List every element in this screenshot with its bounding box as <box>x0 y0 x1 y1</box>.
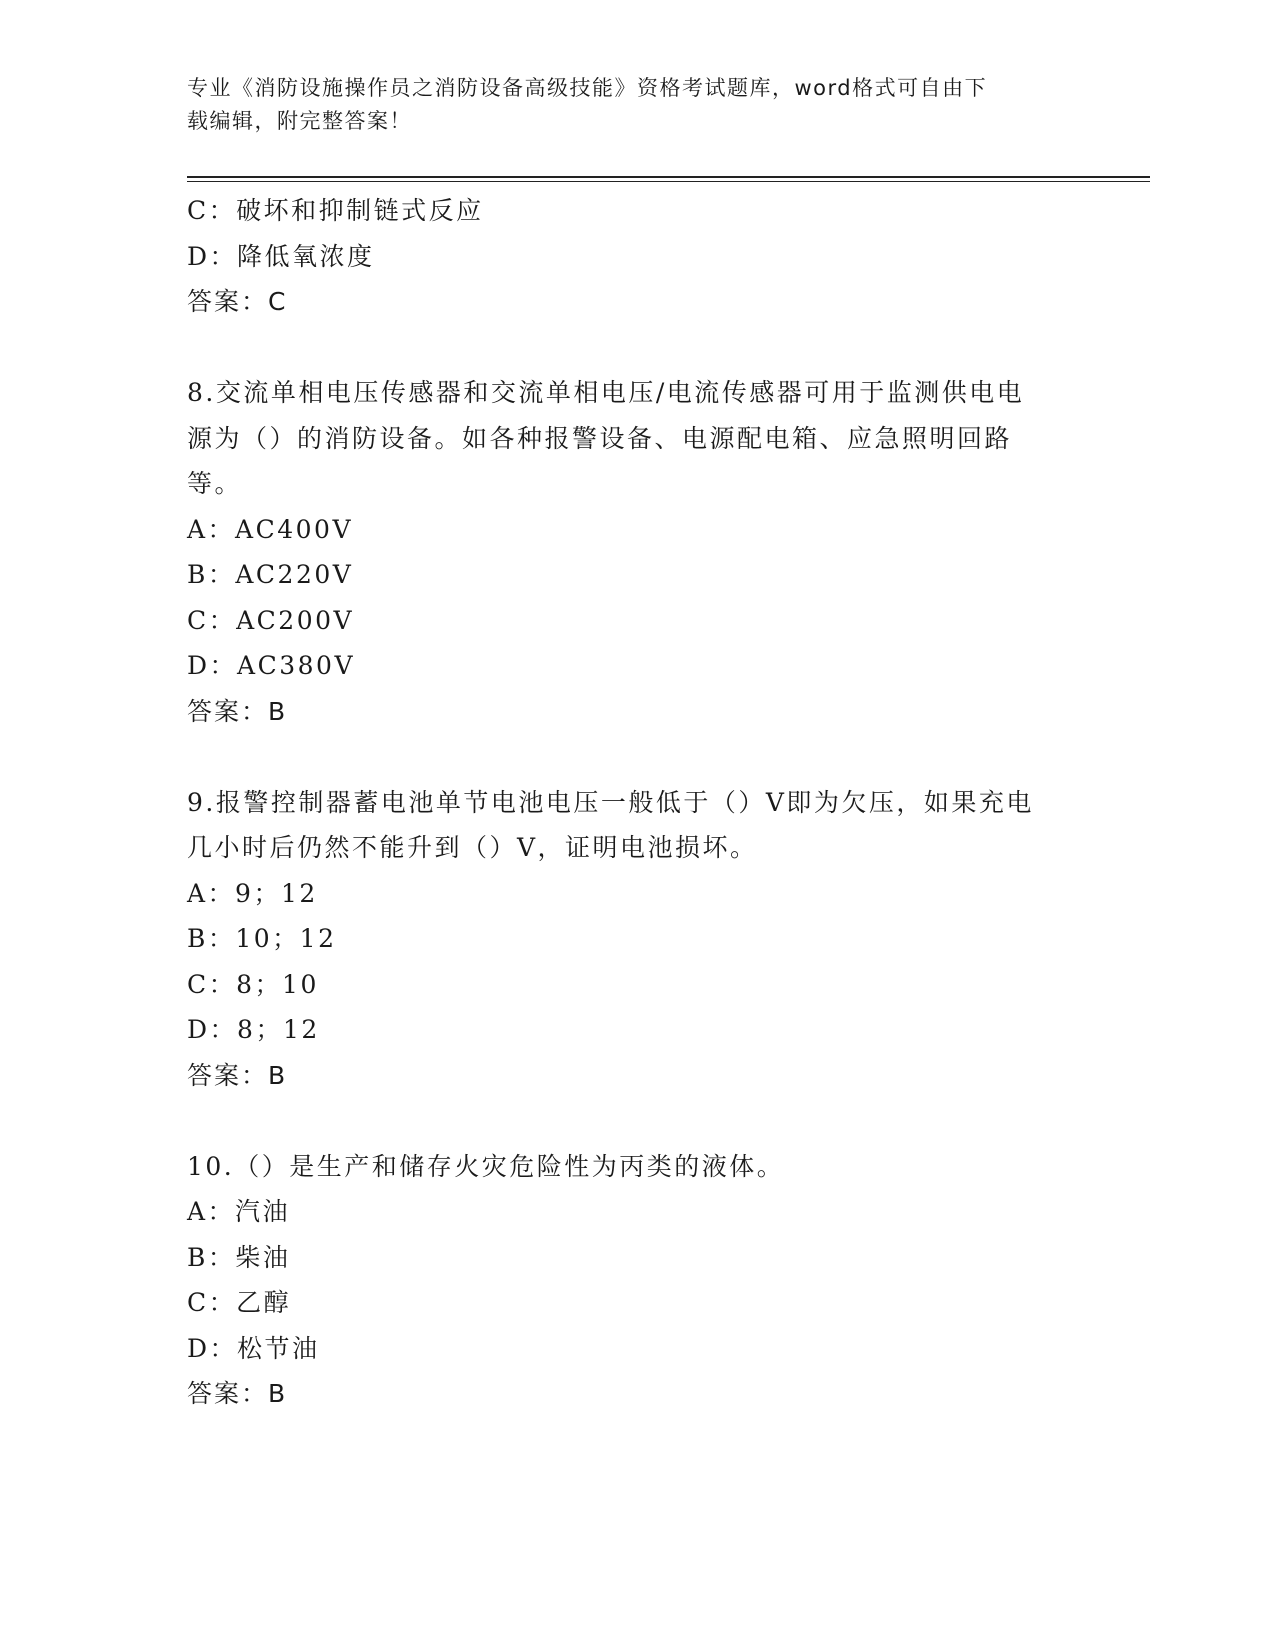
answer-line: 答案：B <box>187 1060 288 1090</box>
header-line-1: 专业《消防设施操作员之消防设备高级技能》资格考试题库，word格式可自由下 <box>187 76 988 100</box>
option-c: C：破坏和抑制链式反应 <box>187 196 484 225</box>
option-c: C：AC200V <box>187 605 355 635</box>
spacer <box>187 325 1087 371</box>
header-line-2: 载编辑，附完整答案！ <box>187 109 412 133</box>
option-b: B：10；12 <box>187 924 337 953</box>
question-9 <box>187 780 1087 1099</box>
header-divider-thin <box>187 181 1150 182</box>
option-a: A：汽油 <box>187 1197 291 1226</box>
partial-question <box>187 188 1087 325</box>
question-text-line: 9.报警控制器蓄电池单节电池电压一般低于（）V即为欠压，如果充电 <box>187 787 1034 817</box>
option-d: D：降低氧浓度 <box>187 241 375 271</box>
question-text-line: 等。 <box>187 469 243 498</box>
answer-line: 答案：B <box>187 696 288 726</box>
question-text-line: 几小时后仍然不能升到（）V，证明电池损坏。 <box>187 833 758 862</box>
option-d: D：AC380V <box>187 651 355 680</box>
option-a: A：AC400V <box>187 514 354 544</box>
question-text-line: 10.（）是生产和储存火灾危险性为丙类的液体。 <box>187 1151 785 1181</box>
question-text-line: 源为（）的消防设备。如各种报警设备、电源配电箱、应急照明回路 <box>187 423 1013 453</box>
spacer <box>187 1098 1087 1144</box>
option-d: D：松节油 <box>187 1333 320 1363</box>
answer-line: 答案：B <box>187 1379 288 1408</box>
header-divider-thick <box>187 176 1150 178</box>
option-d: D：8；12 <box>187 1015 320 1044</box>
document-header <box>187 72 1067 138</box>
option-c: C：8；10 <box>187 969 319 999</box>
option-a: A：9；12 <box>187 878 318 908</box>
option-b: B：AC220V <box>187 560 354 589</box>
spacer <box>187 734 1087 780</box>
question-10 <box>187 1144 1087 1417</box>
question-content <box>187 188 1087 1417</box>
answer-line: 答案：C <box>187 287 288 316</box>
option-c: C：乙醇 <box>187 1288 292 1317</box>
option-b: B：柴油 <box>187 1242 291 1272</box>
question-8 <box>187 370 1087 734</box>
question-text-line: 8.交流单相电压传感器和交流单相电压/电流传感器可用于监测供电电 <box>187 378 1025 407</box>
